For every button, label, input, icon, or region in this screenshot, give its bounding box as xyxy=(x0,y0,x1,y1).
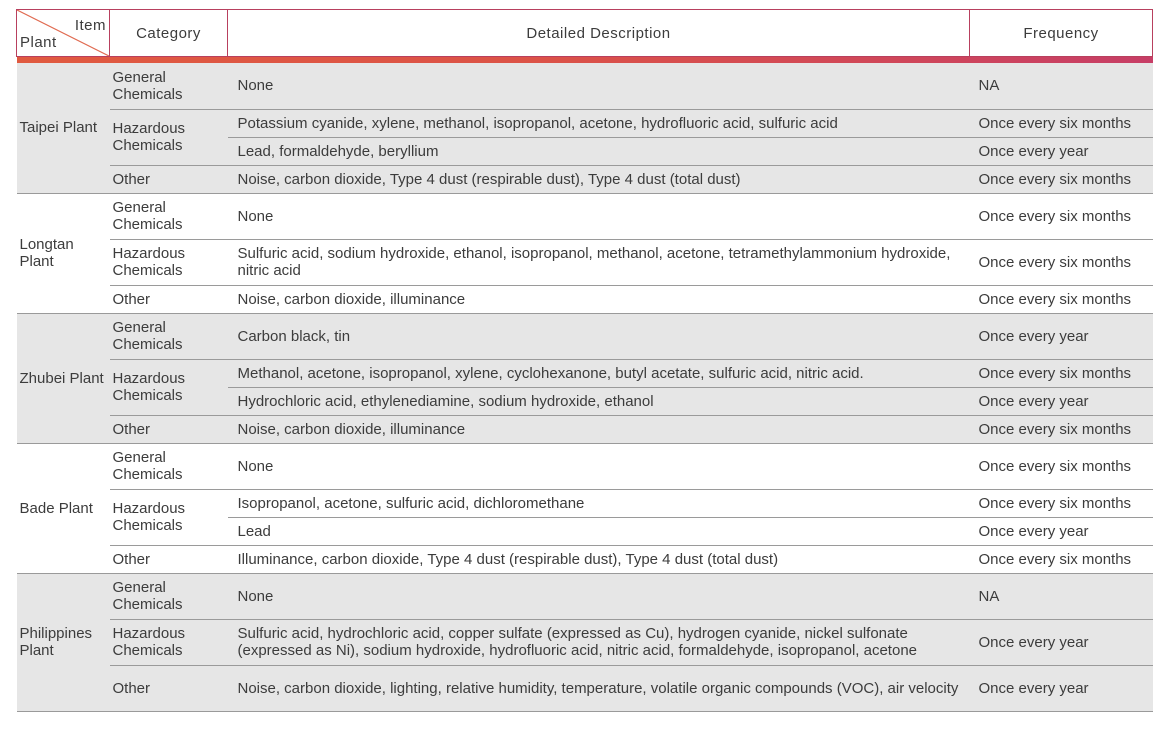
table-row xyxy=(17,313,1153,359)
table-row xyxy=(17,619,1153,665)
header-plant-label: Plant xyxy=(20,34,57,51)
plant-name: Bade Plant xyxy=(17,443,110,573)
description-cell: None xyxy=(228,573,970,619)
description-cell: None xyxy=(228,193,970,239)
frequency-cell: Once every six months xyxy=(970,193,1153,239)
category-cell: Other xyxy=(110,165,228,193)
category-cell: Hazardous Chemicals xyxy=(110,109,228,165)
category-cell: Hazardous Chemicals xyxy=(110,489,228,545)
description-cell: Noise, carbon dioxide, illuminance xyxy=(228,415,970,443)
description-cell: None xyxy=(228,443,970,489)
description-cell: Isopropanol, acetone, sulfuric acid, dichloromethane xyxy=(228,489,970,517)
frequency-cell: Once every six months xyxy=(970,359,1153,387)
frequency-cell: NA xyxy=(970,63,1153,109)
plant-name: Longtan Plant xyxy=(17,193,110,313)
plant-name: Zhubei Plant xyxy=(17,313,110,443)
category-cell: Other xyxy=(110,285,228,313)
table-row xyxy=(17,415,1153,443)
category-cell: Hazardous Chemicals xyxy=(110,619,228,665)
frequency-cell: Once every year xyxy=(970,313,1153,359)
description-cell: Sulfuric acid, hydrochloric acid, copper sulfate (expressed as Cu), hydrogen cyanide, nickel sulfonate (expressed as Ni), sodium hydroxide, hydrofluoric acid, nitric acid, formaldehyde, isopropanol, acetone xyxy=(228,619,970,665)
frequency-cell: Once every six months xyxy=(970,415,1153,443)
category-cell: Hazardous Chemicals xyxy=(110,239,228,285)
plant-group xyxy=(17,573,1153,711)
description-cell: Hydrochloric acid, ethylenediamine, sodium hydroxide, ethanol xyxy=(228,387,970,415)
header-frequency: Frequency xyxy=(970,10,1153,57)
table-row xyxy=(17,359,1153,387)
header-plant-item xyxy=(17,10,110,57)
frequency-cell: Once every six months xyxy=(970,285,1153,313)
plant-group xyxy=(17,313,1153,443)
plant-group xyxy=(17,443,1153,573)
description-cell: Sulfuric acid, sodium hydroxide, ethanol, isopropanol, methanol, acetone, tetramethylammonium hydroxide, nitric acid xyxy=(228,239,970,285)
table-row xyxy=(17,443,1153,489)
plant-group xyxy=(17,63,1153,193)
table-row xyxy=(17,109,1153,137)
frequency-cell: Once every six months xyxy=(970,165,1153,193)
frequency-cell: Once every six months xyxy=(970,545,1153,573)
description-cell: Illuminance, carbon dioxide, Type 4 dust (respirable dust), Type 4 dust (total dust) xyxy=(228,545,970,573)
table-row xyxy=(17,285,1153,313)
description-cell: Potassium cyanide, xylene, methanol, isopropanol, acetone, hydrofluoric acid, sulfuric acid xyxy=(228,109,970,137)
frequency-cell: Once every year xyxy=(970,137,1153,165)
plant-name: Taipei Plant xyxy=(17,63,110,193)
category-cell: Hazardous Chemicals xyxy=(110,359,228,415)
category-cell: General Chemicals xyxy=(110,313,228,359)
table-row xyxy=(17,193,1153,239)
description-cell: Noise, carbon dioxide, lighting, relative humidity, temperature, volatile organic compounds (VOC), air velocity xyxy=(228,665,970,711)
table-row xyxy=(17,489,1153,517)
header-item-label: Item xyxy=(74,17,106,34)
description-cell: Noise, carbon dioxide, Type 4 dust (respirable dust), Type 4 dust (total dust) xyxy=(228,165,970,193)
table-row xyxy=(17,573,1153,619)
table-row xyxy=(17,239,1153,285)
plant-group xyxy=(17,193,1153,313)
monitoring-table xyxy=(16,9,1153,712)
description-cell: Lead xyxy=(228,517,970,545)
frequency-cell: Once every year xyxy=(970,517,1153,545)
description-cell: Carbon black, tin xyxy=(228,313,970,359)
category-cell: General Chemicals xyxy=(110,443,228,489)
frequency-cell: Once every year xyxy=(970,665,1153,711)
table-header xyxy=(17,10,1153,64)
frequency-cell: NA xyxy=(970,573,1153,619)
table-row xyxy=(17,165,1153,193)
frequency-cell: Once every year xyxy=(970,619,1153,665)
category-cell: General Chemicals xyxy=(110,193,228,239)
category-cell: Other xyxy=(110,665,228,711)
frequency-cell: Once every six months xyxy=(970,489,1153,517)
table-row xyxy=(17,63,1153,109)
category-cell: General Chemicals xyxy=(110,573,228,619)
header-category: Category xyxy=(110,10,228,57)
category-cell: Other xyxy=(110,415,228,443)
description-cell: Lead, formaldehyde, beryllium xyxy=(228,137,970,165)
header-description: Detailed Description xyxy=(228,10,970,57)
table-row xyxy=(17,665,1153,711)
frequency-cell: Once every six months xyxy=(970,443,1153,489)
category-cell: General Chemicals xyxy=(110,63,228,109)
description-cell: Noise, carbon dioxide, illuminance xyxy=(228,285,970,313)
description-cell: None xyxy=(228,63,970,109)
frequency-cell: Once every six months xyxy=(970,109,1153,137)
frequency-cell: Once every six months xyxy=(970,239,1153,285)
category-cell: Other xyxy=(110,545,228,573)
plant-name: Philippines Plant xyxy=(17,573,110,711)
frequency-cell: Once every year xyxy=(970,387,1153,415)
table-row xyxy=(17,545,1153,573)
description-cell: Methanol, acetone, isopropanol, xylene, cyclohexanone, butyl acetate, sulfuric acid, nitric acid. xyxy=(228,359,970,387)
